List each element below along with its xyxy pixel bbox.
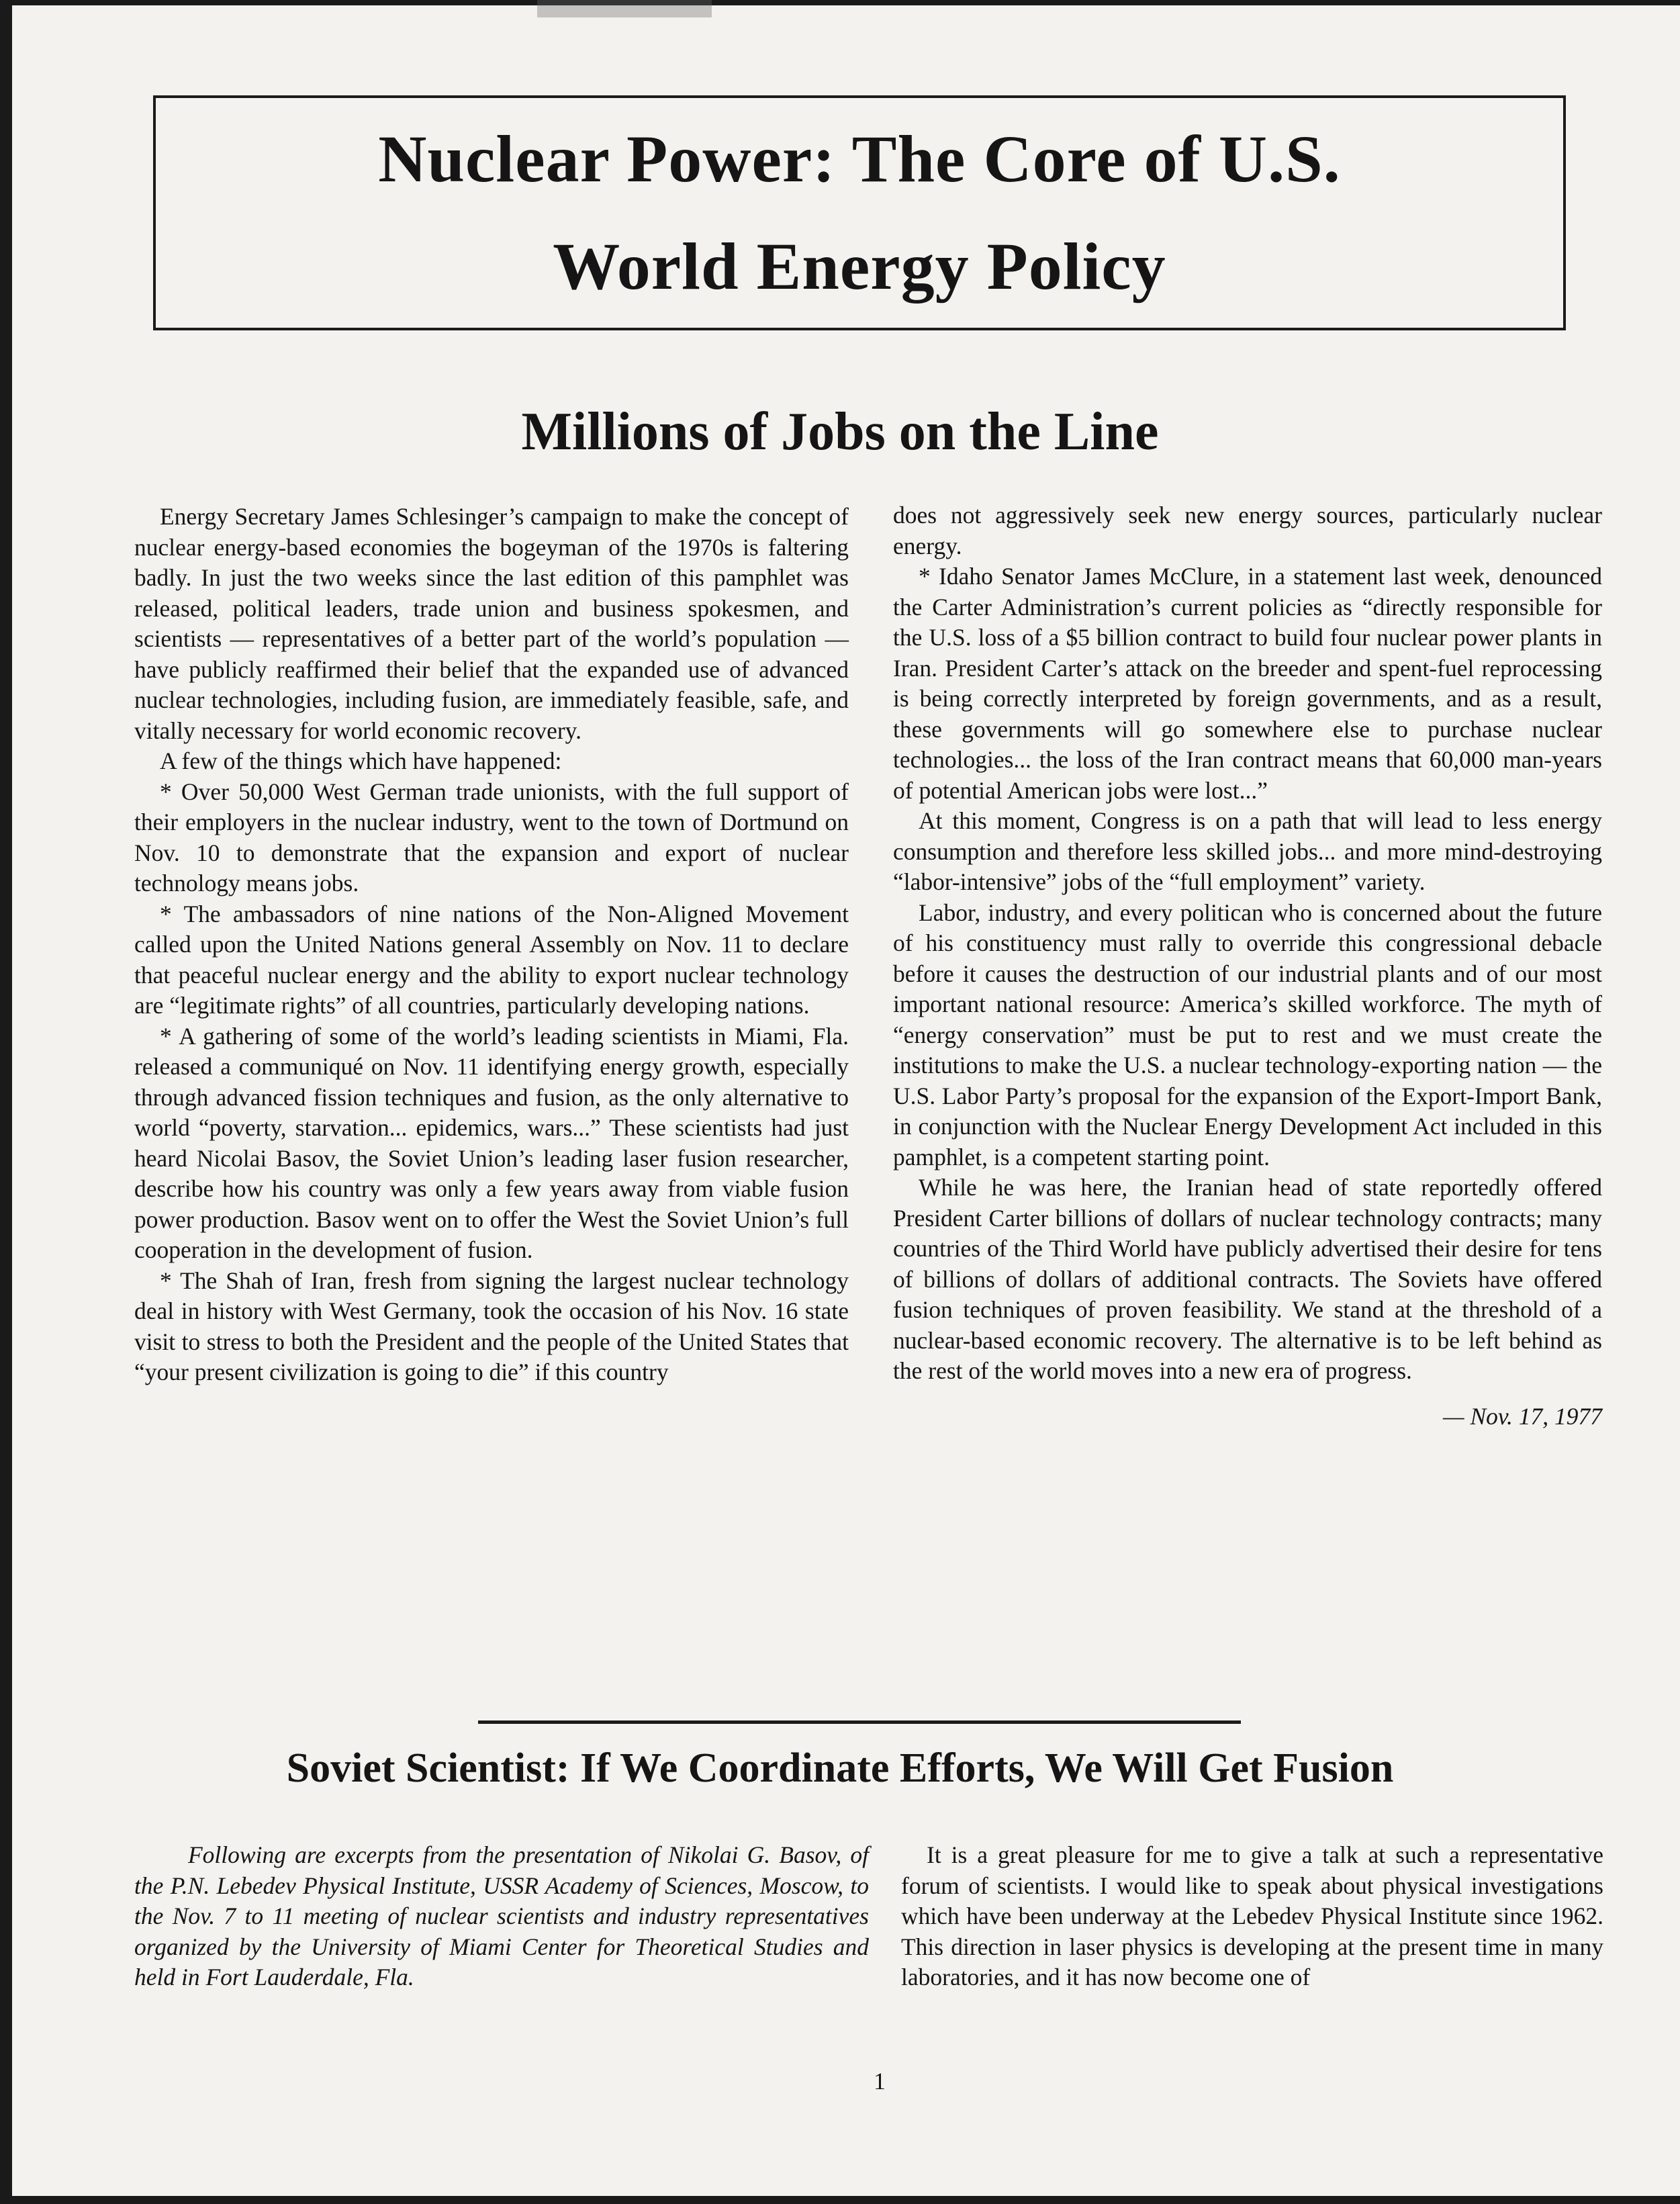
paragraph: At this moment, Congress is on a path that will lead to less energy consumption and therefore less skilled jobs... and more mind-destroying “labor-intensive” jobs of the “full employment” variety. — [893, 807, 1602, 895]
article-headline: Millions of Jobs on the Line — [521, 402, 1159, 461]
article-left-column — [134, 502, 849, 1388]
article-body — [901, 1840, 1603, 1993]
paragraph: * The Shah of Iran, fresh from signing the largest nuclear technology deal in history with West Germany, took the occasion of his Nov. 16 state visit to stress to both the President and the people of the United States that “your present civilization is going to die” if this country — [134, 1267, 849, 1385]
paragraph: A few of the things which have happened: — [160, 747, 562, 774]
scan-border-top — [0, 0, 1680, 5]
paragraph: * The ambassadors of nine nations of the Non-Aligned Movement called upon the United Nations general Assembly on Nov. 11 to declare that peaceful nuclear energy and the ability to export nuclear technology are “legitimate rights” of all countries, particularly developing nations. — [134, 900, 849, 1019]
paragraph: While he was here, the Iranian head of state reportedly offered President Carter billions of dollars of nuclear technology contracts; many countries of the Third World have publicly advertised their desire for tens of billions of dollars of additional contracts. The Soviets have offered fusion techniques of proven feasibility. We stand at the threshold of a nuclear-based economic recovery. The alternative is to be left behind as the rest of the world moves into a new era of progress. — [893, 1174, 1602, 1384]
paragraph: * Idaho Senator James McClure, in a statement last week, denounced the Carter Administration’s current policies as “directly responsible for the U.S. loss of a $5 billion contract to build four nuclear power plants in Iran. President Carter’s attack on the breeder and spent-fuel reprocessing is being correctly interpreted by foreign governments, and as a result, these governments will go somewhere else to purchase nuclear technologies... the loss of the Iran contract means that 60,000 man-years of potential American jobs were lost...” — [893, 563, 1602, 804]
paragraph: Labor, industry, and every politican who is concerned about the future of his constituency must rally to override this congressional debacle before it causes the destruction of our industrial plants and of our most important national resource: America’s skilled workforce. The myth of “energy conservation” must be put to rest and we must create the institutions to make the U.S. a nuclear technology-exporting nation — the U.S. Labor Party’s proposal for the expansion of the Export-Import Bank, in conjunction with the Nuclear Energy Development Act included in this pamphlet, is a competent starting point. — [893, 899, 1602, 1170]
title-box — [153, 95, 1566, 330]
scan-border-bottom — [0, 2196, 1680, 2204]
page-title-line-1: Nuclear Power: The Core of U.S. — [378, 122, 1341, 196]
page-title-line-2: World Energy Policy — [553, 229, 1166, 304]
paragraph: does not aggressively seek new energy sources, particularly nuclear energy. — [893, 502, 1602, 559]
dateline: — Nov. 17, 1977 — [1443, 1402, 1602, 1430]
article-intro — [134, 1840, 869, 1993]
paragraph: * A gathering of some of the world’s leading scientists in Miami, Fla. released a communiqué on Nov. 11 identifying energy growth, especially through advanced fission techniques and fusion, as the only alternative to world “poverty, starvation... epidemics, wars...” These scientists had just heard Nicolai Basov, the Soviet Union’s leading laser fusion researcher, describe how his country was only a few years away from viable fusion power production. Basov went on to offer the West the Soviet Union’s full cooperation in the development of fusion. — [134, 1022, 849, 1263]
scan-smudge — [537, 0, 712, 17]
section-divider — [478, 1720, 1241, 1724]
paragraph: Energy Secretary James Schlesinger’s campaign to make the concept of nuclear energy-based economies the bogeyman of the 1970s is faltering badly. In just the two weeks since the last edition of this pamphlet was released, political leaders, trade union and business spokesmen, and scientists — representatives of a better part of the world’s population — have publicly reaffirmed their belief that the expanded use of advanced nuclear technologies, including fusion, are immediately feasible, safe, and vitally necessary for world economic recovery. — [134, 503, 849, 744]
scan-border-left — [0, 0, 12, 2204]
article-headline: Soviet Scientist: If We Coordinate Efforts, We Will Get Fusion — [286, 1745, 1394, 1791]
paragraph: It is a great pleasure for me to give a talk at such a representative forum of scientists. I would like to speak about physical investigations which have been underway at the Lebedev Physical Institute since 1962. This direction in laser physics is developing at the present time in many laboratories, and it has now become one of — [901, 1841, 1603, 1990]
paragraph: Following are excerpts from the presentation of Nikolai G. Basov, of the P.N. Lebedev Physical Institute, USSR Academy of Sciences, Moscow, to the Nov. 7 to 11 meeting of nuclear scientists and industry representatives organized by the University of Miami Center for Theoretical Studies and held in Fort Lauderdale, Fla. — [134, 1841, 869, 1990]
paragraph: * Over 50,000 West German trade unionists, with the full support of their employers in the nuclear industry, went to the town of Dortmund on Nov. 10 to demonstrate that the expansion and export of nuclear technology means jobs. — [134, 778, 849, 897]
article-right-column — [893, 500, 1602, 1432]
page-number: 1 — [874, 2068, 886, 2095]
